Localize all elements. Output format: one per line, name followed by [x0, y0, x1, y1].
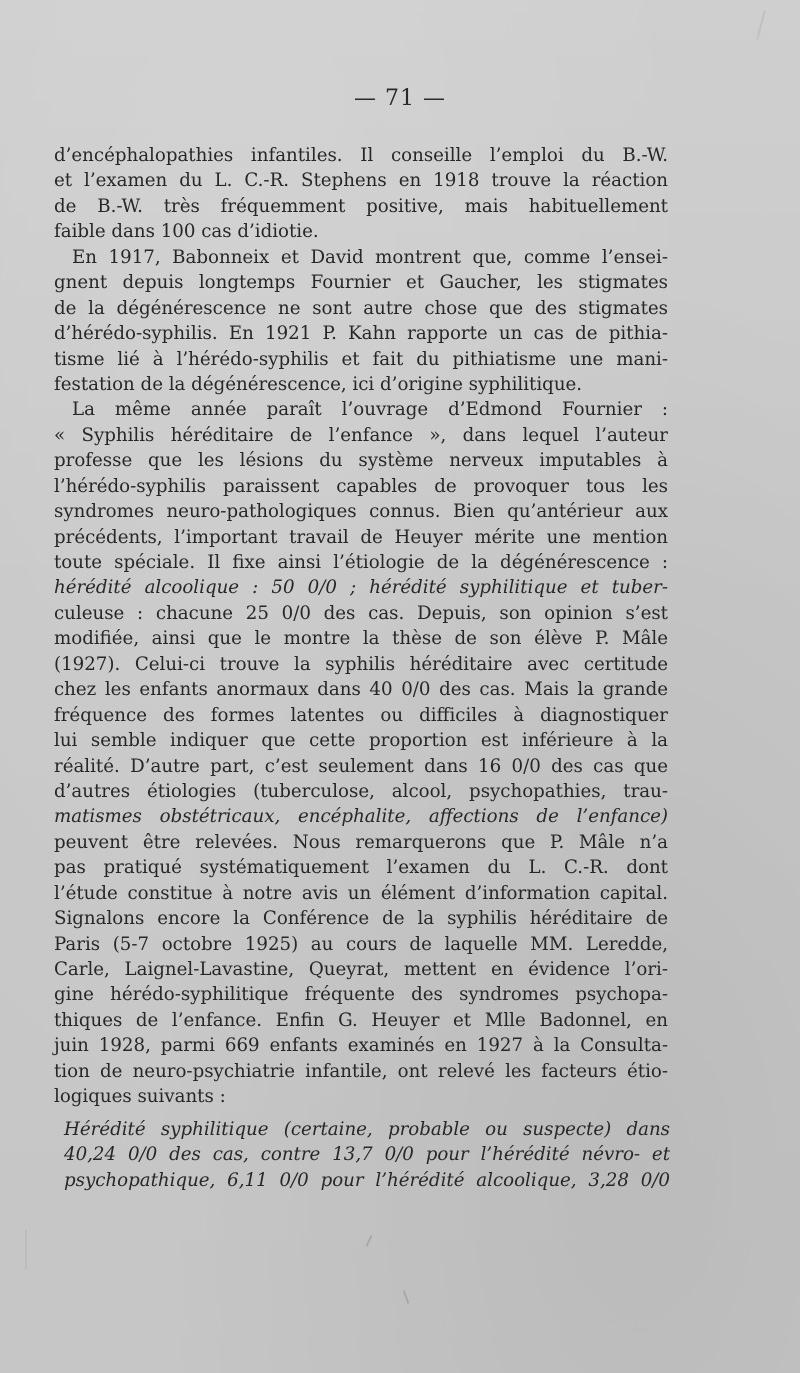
text-line: gnent depuis longtemps Fournier et Gaucher, les stigmates	[54, 272, 668, 294]
text-line: 40,24 0/0 des cas, contre 13,7 0/0 pour l’hérédité névro- et	[64, 1144, 670, 1166]
text-line: précédents, l’important travail de Heuyer mérite une mention	[54, 526, 668, 548]
body-text	[54, 143, 668, 1110]
text-line: toute spéciale. Il fixe ainsi l’étiologie de la dégénérescence :	[54, 552, 668, 573]
text-line: Hérédité syphilitique (certaine, probable ou suspecte) dans	[64, 1119, 670, 1140]
paragraph	[54, 397, 668, 1109]
text-line: peuvent être relevées. Nous remarquerons que P. Mâle n’a	[54, 831, 668, 853]
text-line: de B.-W. très fréquemment positive, mais habituellement	[54, 195, 668, 217]
text-line: réalité. D’autre part, c’est seulement dans 16 0/0 des cas que	[54, 755, 668, 777]
paragraph	[54, 143, 668, 245]
text-line: syndromes neuro-pathologiques connus. Bien qu’antérieur aux	[54, 501, 668, 523]
text-line: juin 1928, parmi 669 enfants examinés en 1927 à la Consulta-	[54, 1035, 668, 1057]
text-line: d’autres étiologies (tuberculose, alcool, psychopathies, trau-	[54, 780, 668, 802]
text-line: l’étude constitue à notre avis un élément d’information capital.	[54, 882, 668, 904]
text-line: Signalons encore la Conférence de la syphilis héréditaire de	[54, 908, 668, 930]
text-line: festation de la dégénérescence, ici d’origine syphilitique.	[54, 373, 583, 395]
text-line: Paris (5-7 octobre 1925) au cours de laquelle MM. Leredde,	[54, 933, 668, 955]
text-line: modifiée, ainsi que le montre la thèse de son élève P. Mâle	[54, 628, 668, 650]
text-line: professe que les lésions du système nerveux imputables à	[54, 450, 668, 472]
text-line: culeuse : chacune 25 0/0 des cas. Depuis, son opinion s’est	[54, 602, 668, 624]
text-line: pas pratiqué systématiquement l’examen du L. C.-R. dont	[54, 857, 668, 879]
text-line: thiques de l’enfance. Enfin G. Heuyer et Mlle Badonnel, en	[54, 1009, 668, 1031]
page-number: — 71 —	[354, 86, 446, 111]
paragraph	[54, 245, 668, 398]
text-line: En 1917, Babonneix et David montrent que, comme l’ensei-	[72, 246, 668, 268]
text-line: tion de neuro-psychiatrie infantile, ont relevé les facteurs étio-	[54, 1060, 668, 1082]
text-line: psychopathique, 6,11 0/0 pour l’hérédité alcoolique, 3,28 0/0	[64, 1169, 670, 1191]
text-line: tisme lié à l’hérédo-syphilis et fait du pithiatisme une mani-	[54, 348, 668, 370]
text-line: gine hérédo-syphilitique fréquente des syndromes psychopa-	[54, 984, 668, 1006]
text-line: d’encéphalopathies infantiles. Il conseille l’emploi du B.-W.	[54, 145, 668, 166]
final-paragraph	[64, 1117, 670, 1193]
scan-speck	[756, 10, 766, 39]
scan-speck	[25, 1230, 27, 1270]
text-line: d’hérédo-syphilis. En 1921 P. Kahn rapporte un cas de pithia-	[54, 323, 668, 345]
text-line: hérédité alcoolique : 50 0/0 ; hérédité syphilitique et tuber-	[54, 577, 668, 599]
text-line: (1927). Celui-ci trouve la syphilis héréditaire avec certitude	[54, 653, 668, 675]
text-line: « Syphilis héréditaire de l’enfance », dans lequel l’auteur	[54, 424, 668, 446]
scan-speck	[366, 1235, 373, 1247]
text-line: l’hérédo-syphilis paraissent capables de provoquer tous les	[54, 475, 668, 497]
text-line: et l’examen du L. C.-R. Stephens en 1918 trouve la réaction	[54, 170, 668, 192]
text-line: La même année paraît l’ouvrage d’Edmond Fournier :	[72, 399, 668, 421]
text-line: matismes obstétricaux, encéphalite, affections de l’enfance)	[54, 806, 668, 828]
text-line: logiques suivants :	[54, 1086, 226, 1108]
text-line: chez les enfants anormaux dans 40 0/0 des cas. Mais la grande	[54, 679, 668, 701]
text-line: fréquence des formes latentes ou difficiles à diagnostiquer	[54, 704, 668, 726]
text-line: de la dégénérescence ne sont autre chose que des stigmates	[54, 297, 668, 319]
text-line: Carle, Laignel-Lavastine, Queyrat, mettent en évidence l’ori-	[54, 959, 668, 980]
scan-speck	[403, 1290, 410, 1304]
text-line: lui semble indiquer que cette proportion est inférieure à la	[54, 730, 668, 752]
text-line: faible dans 100 cas d’idiotie.	[54, 221, 319, 243]
